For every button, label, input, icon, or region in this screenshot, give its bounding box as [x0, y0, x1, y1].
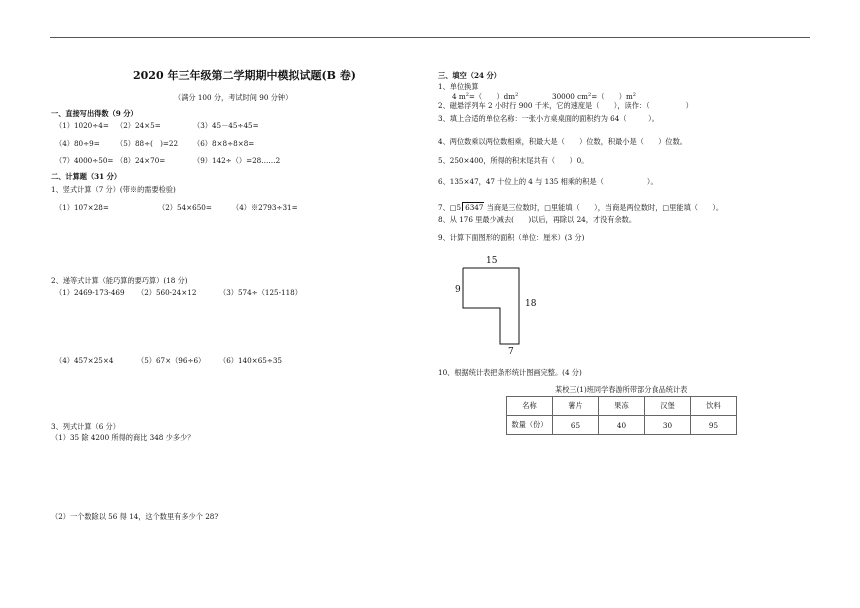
- dim-bottom-label: 7: [508, 347, 514, 357]
- s2-item: （4）※2793÷31=: [232, 203, 298, 212]
- s3-question: 3、填上合适的单位名称：一张小方桌桌面的面积约为 64（ ）。: [438, 114, 659, 123]
- table-cell: 饮料: [691, 397, 737, 416]
- s1-item: （2）24×5=: [116, 121, 161, 130]
- s3-question: 5、250×400，所得的积末尾共有（ ）0。: [438, 156, 589, 165]
- s1-item: （5）88÷( )=22: [116, 139, 179, 148]
- table-title: 某校三(1)班同学春游所带部分食品统计表: [555, 385, 688, 394]
- s1-item: （7）4000÷50=: [55, 156, 114, 165]
- table-cell: 65: [553, 416, 599, 435]
- dim-right-label: 18: [525, 299, 537, 309]
- s2-part3-title: 3、列式计算（6 分）: [51, 422, 120, 431]
- s2-item: （1）107×28=: [55, 203, 109, 212]
- table-header-row: [507, 397, 737, 416]
- table-row: [507, 416, 737, 435]
- page-title: 2020 年三年级第二学期期中模拟试题(B 卷): [133, 69, 356, 82]
- s3-question: 2、磁悬浮列车 2 小时行 900 千米，它的速度是（ ），读作：（ ）: [438, 101, 693, 110]
- dim-left-label: 9: [455, 285, 461, 295]
- s1-item: （6）8×8÷8×8=: [193, 139, 255, 148]
- s2-part2-title: 2、递等式计算（能巧算的要巧算）(18 分): [51, 276, 188, 285]
- table-cell: 汉堡: [645, 397, 691, 416]
- s3-question: 10、根据统计表把条形统计图画完整。(4 分): [438, 368, 582, 377]
- s3-question: 9、计算下面图形的面积（单位：厘米）(3 分): [438, 233, 585, 242]
- table-cell: 名称: [507, 397, 553, 416]
- s3-question: 8、从 176 里最少减去( )以后，再除以 24，才没有余数。: [438, 215, 637, 224]
- s2-item: （3）574÷（125-118）: [219, 288, 302, 297]
- s3-question-7: 7、□5 6347 当商是三位数时，□里能填（ ），当商是两位数时，□里能填（ ）。: [438, 203, 724, 212]
- table-cell: 30: [645, 416, 691, 435]
- long-division-sign: 6347: [462, 202, 484, 211]
- s2-item: （6）140×65÷35: [219, 356, 283, 365]
- page-subtitle: （满分 100 分，考试时间 90 分钟）: [174, 93, 293, 102]
- s2-item: （1）2469-173-469: [55, 288, 125, 297]
- s3-q1-b: 30000 $cm^2=$（ ）$m^2$: [552, 92, 636, 101]
- table-cell: 果冻: [599, 397, 645, 416]
- s3-question: 4、两位数乘以两位数相乘，积最大是（ ）位数，积最小是（ ）位数。: [438, 137, 687, 146]
- s3-q1-title: 1、单位换算: [438, 82, 479, 91]
- table-cell: 95: [691, 416, 737, 435]
- s1-item: （4）80÷9=: [55, 139, 100, 148]
- s2-item: （2）560-24×12: [137, 288, 197, 297]
- table-cell: 40: [599, 416, 645, 435]
- s2-question: （2）一个数除以 56 得 14，这个数里有多少个 28?: [51, 512, 219, 521]
- s2-item: （4）457×25×4: [55, 356, 114, 365]
- s2-part1-title: 1、竖式计算（7 分）(带※的需要检验): [51, 185, 176, 194]
- table-cell: 数量（份）: [507, 416, 553, 435]
- section-3-heading: 三、填空（24 分）: [438, 71, 501, 80]
- l-shape-outline: [463, 268, 519, 344]
- section-1-heading: 一、直接写出得数（9 分）: [51, 109, 138, 118]
- s1-item: （1）1020÷4=: [55, 121, 109, 130]
- s2-item: （2）54×650=: [158, 203, 212, 212]
- s3-q1-a: 4 $m^2=$（ ）$dm^2$: [452, 92, 519, 101]
- dim-top-label: 15: [486, 256, 498, 266]
- s3-question: 6、135×47，47 十位上的 4 与 135 相乘的积是（ ）。: [438, 177, 658, 186]
- s1-item: （3）45－45÷45=: [193, 121, 259, 130]
- food-stats-table: [506, 396, 737, 435]
- table-cell: 薯片: [553, 397, 599, 416]
- s1-item: （8）24×70=: [116, 156, 166, 165]
- section-2-heading: 二、计算题（31 分）: [51, 172, 122, 181]
- s2-question: （1）35 除 4200 所得的商比 348 少多少？: [51, 433, 195, 442]
- s1-item: （9）142÷（）=28……2: [193, 156, 281, 165]
- s2-item: （5）67×（96÷6）: [137, 356, 206, 365]
